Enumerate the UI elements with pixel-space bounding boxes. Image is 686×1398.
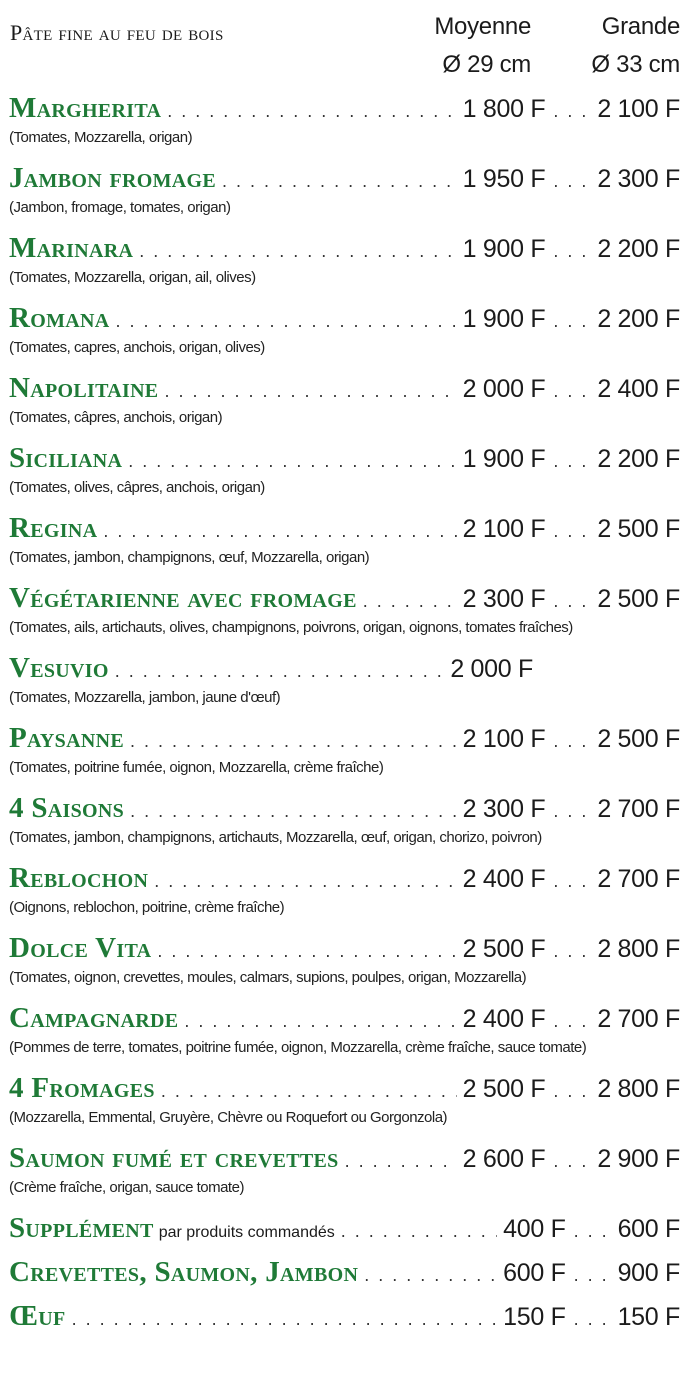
medium-price: 1 900 F [462, 305, 546, 333]
pizza-ingredients: (Crème fraîche, origan, sauce tomate) [9, 1179, 244, 1196]
pizza-ingredients: (Tomates, ails, artichauts, olives, champignons, poivrons, origan, oignons, tomates fraîches) [9, 619, 573, 636]
medium-price: 1 950 F [462, 165, 546, 193]
dot-leader [574, 1221, 614, 1242]
menu-item-name-text: Regina [9, 512, 98, 544]
large-price: 600 F [617, 1215, 680, 1243]
pizza-ingredients: (Jambon, fromage, tomates, origan) [9, 199, 231, 216]
pizza-item [0, 862, 686, 918]
menu-item-row [0, 792, 686, 828]
menu-item-name [9, 372, 158, 405]
dot-leader [184, 1011, 456, 1032]
medium-price: 2 000 F [462, 375, 546, 403]
pizza-ingredients: (Oignons, reblochon, poitrine, crème fraîche) [9, 899, 285, 916]
pizza-ingredients: (Tomates, capres, anchois, origan, olives) [9, 339, 265, 356]
menu-item-name-text: 4 Fromages [9, 1072, 155, 1104]
large-price: 2 200 F [597, 305, 680, 333]
menu-item-name [9, 1002, 178, 1035]
menu-item-row [0, 372, 686, 408]
dot-leader [130, 801, 457, 822]
menu-item-row [0, 302, 686, 338]
pizza-item [0, 1072, 686, 1128]
dot-leader [553, 451, 593, 472]
medium-price: 150 F [503, 1303, 566, 1331]
menu-item-row [0, 232, 686, 268]
large-price: 2 500 F [597, 515, 680, 543]
dot-leader [553, 801, 593, 822]
pizza-item [0, 162, 686, 218]
pizza-item [0, 792, 686, 848]
large-price: 2 100 F [597, 95, 680, 123]
menu-item-name-text: Paysanne [9, 722, 124, 754]
large-price: 2 700 F [597, 865, 680, 893]
medium-price: 2 400 F [462, 1005, 546, 1033]
pizza-item [0, 1002, 686, 1058]
large-price: 2 300 F [597, 165, 680, 193]
menu-item-name-text: Dolce Vita [9, 932, 152, 964]
dot-leader [553, 1081, 593, 1102]
menu-item-row [0, 932, 686, 968]
pizza-item [0, 652, 686, 708]
medium-price: 2 000 F [450, 655, 533, 683]
menu-item-name [9, 792, 124, 825]
pizza-ingredients: (Pommes de terre, tomates, poitrine fumée, oignon, Mozzarella, crème fraîche, sauce tomate) [9, 1039, 587, 1056]
menu-item-name [9, 1142, 339, 1175]
menu-item-name [9, 1072, 155, 1105]
large-price: 2 900 F [597, 1145, 680, 1173]
dot-leader [157, 941, 456, 962]
pizza-item [0, 372, 686, 428]
pizza-item [0, 232, 686, 288]
dot-leader [574, 1265, 614, 1286]
menu-item-row [0, 92, 686, 128]
menu-item-name-text: Napolitaine [9, 372, 159, 404]
dot-leader [553, 1011, 593, 1032]
menu-item-name [9, 442, 122, 475]
menu-item-name-text: Vesuvio [9, 652, 109, 684]
dot-leader [164, 381, 456, 402]
dot-leader [154, 871, 456, 892]
dot-leader [553, 521, 593, 542]
menu-item-row [0, 1142, 686, 1178]
pizza-item [0, 1142, 686, 1198]
dot-leader [161, 1081, 457, 1102]
medium-price: 2 300 F [462, 585, 546, 613]
menu-item-row [0, 1072, 686, 1108]
pizza-ingredients: (Tomates, câpres, anchois, origan) [9, 409, 223, 426]
large-price: 900 F [617, 1259, 680, 1287]
menu-item-name-text: Margherita [9, 92, 162, 124]
menu-item-note: par produits commandés [158, 1224, 335, 1241]
medium-size-column-header [434, 8, 531, 84]
dot-leader [553, 311, 593, 332]
dot-leader [364, 1265, 497, 1286]
medium-price: 2 600 F [462, 1145, 546, 1173]
pizza-ingredients: (Tomates, jambon, champignons, artichauts, Mozzarella, œuf, origan, chorizo, poivron) [9, 829, 542, 846]
pizza-ingredients: (Tomates, poitrine fumée, oignon, Mozzarella, crème fraîche) [9, 759, 384, 776]
large-price: 2 700 F [597, 795, 680, 823]
dot-leader [128, 451, 456, 472]
large-price: 2 500 F [597, 725, 680, 753]
menu-section-title: Pâte fine au feu de bois [10, 20, 224, 45]
dot-leader [116, 311, 457, 332]
dot-leader [222, 171, 457, 192]
large-price: 2 500 F [597, 585, 680, 613]
medium-price: 2 100 F [462, 515, 546, 543]
menu-item-name [9, 932, 151, 965]
medium-label: Moyenne [434, 13, 531, 40]
menu-item-row [0, 1256, 686, 1292]
dot-leader [341, 1221, 497, 1242]
dot-leader [553, 731, 593, 752]
menu-item-name [9, 302, 110, 335]
dot-leader [553, 171, 593, 192]
menu-item-name [9, 862, 148, 895]
menu-item-name-text: Siciliana [9, 442, 123, 474]
large-price: 2 800 F [597, 1075, 680, 1103]
medium-price: 600 F [503, 1259, 566, 1287]
menu-item-name-text: Reblochon [9, 862, 149, 894]
menu-item-name [9, 582, 357, 615]
pizza-item [0, 92, 686, 148]
medium-price: 2 100 F [462, 725, 546, 753]
menu-item-name-text: Marinara [9, 232, 134, 264]
pizza-list [0, 92, 686, 1344]
menu-item-name [9, 1300, 66, 1333]
medium-price: 2 300 F [462, 795, 546, 823]
large-price: 2 700 F [597, 1005, 680, 1033]
medium-price: 2 500 F [462, 1075, 546, 1103]
menu-item-row [0, 862, 686, 898]
large-price: 2 800 F [597, 935, 680, 963]
medium-price: 2 500 F [462, 935, 546, 963]
menu-item-name [9, 1212, 335, 1245]
menu-item-name [9, 722, 124, 755]
dot-leader [139, 241, 456, 262]
menu-item-name-text: Campagnarde [9, 1002, 179, 1034]
menu-item-row [0, 512, 686, 548]
extras-list [0, 1212, 686, 1336]
large-price: 2 400 F [597, 375, 680, 403]
dot-leader [553, 871, 593, 892]
large-diameter: Ø 33 cm [591, 51, 680, 78]
medium-price: 400 F [503, 1215, 566, 1243]
menu-item-name [9, 1256, 358, 1289]
pizza-ingredients: (Tomates, Mozzarella, origan, ail, olives) [9, 269, 256, 286]
large-label: Grande [601, 13, 680, 40]
pizza-item [0, 932, 686, 988]
large-price: 150 F [617, 1303, 680, 1331]
dot-leader [553, 591, 593, 612]
menu-item-name-text: Jambon fromage [9, 162, 217, 194]
menu-item-name-text: Saumon fumé et crevettes [9, 1142, 339, 1174]
large-price: 2 200 F [597, 235, 680, 263]
large-size-column-header [591, 8, 680, 84]
pizza-ingredients: (Tomates, jambon, champignons, œuf, Mozzarella, origan) [9, 549, 370, 566]
menu-item-name-text: Crevettes, Saumon, Jambon [9, 1256, 359, 1288]
pizza-item [0, 442, 686, 498]
menu-item-row [0, 162, 686, 198]
dot-leader [553, 941, 593, 962]
menu-item-row [0, 582, 686, 618]
medium-price: 1 800 F [462, 95, 546, 123]
pizza-item [0, 302, 686, 358]
menu-item-name [9, 652, 109, 685]
menu-item-name-text: Romana [9, 302, 110, 334]
pizza-item [0, 512, 686, 568]
dot-leader [553, 101, 593, 122]
menu-item-name-text: Végétarienne avec fromage [9, 582, 357, 614]
menu-header [0, 0, 686, 90]
menu-item-name [9, 512, 97, 545]
menu-item-name [9, 162, 216, 195]
dot-leader [553, 381, 593, 402]
menu-item-row [0, 1300, 686, 1336]
menu-item-row [0, 1002, 686, 1038]
menu-item-row [0, 442, 686, 478]
pizza-ingredients: (Tomates, oignon, crevettes, moules, calmars, supions, poulpes, origan, Mozzarella) [9, 969, 527, 986]
dot-leader [72, 1309, 498, 1330]
large-price: 2 200 F [597, 445, 680, 473]
medium-price: 1 900 F [462, 445, 546, 473]
menu-item-name-text: Supplément [9, 1212, 154, 1244]
dot-leader [167, 101, 456, 122]
menu-item-row [0, 1212, 686, 1248]
dot-leader [103, 521, 456, 542]
dot-leader [553, 1151, 593, 1172]
medium-price: 1 900 F [462, 235, 546, 263]
pizza-item [0, 582, 686, 638]
dot-leader [574, 1309, 614, 1330]
pizza-ingredients: (Tomates, olives, câpres, anchois, origan) [9, 479, 265, 496]
menu-item-row [0, 652, 686, 688]
dot-leader [130, 731, 457, 752]
menu-item-name-text: 4 Saisons [9, 792, 125, 824]
menu-item-name-text: Œuf [9, 1300, 66, 1332]
menu-item-name [9, 92, 161, 125]
dot-leader [363, 591, 457, 612]
dot-leader [553, 241, 593, 262]
medium-diameter: Ø 29 cm [442, 51, 531, 78]
medium-price: 2 400 F [462, 865, 546, 893]
pizza-ingredients: (Tomates, Mozzarella, origan) [9, 129, 193, 146]
dot-leader [115, 661, 445, 682]
pizza-item [0, 722, 686, 778]
menu-item-name [9, 232, 133, 265]
pizza-ingredients: (Mozzarella, Emmental, Gruyère, Chèvre ou Roquefort ou Gorgonzola) [9, 1109, 448, 1126]
dot-leader [345, 1151, 457, 1172]
pizza-ingredients: (Tomates, Mozzarella, jambon, jaune d'œuf) [9, 689, 281, 706]
menu-item-row [0, 722, 686, 758]
